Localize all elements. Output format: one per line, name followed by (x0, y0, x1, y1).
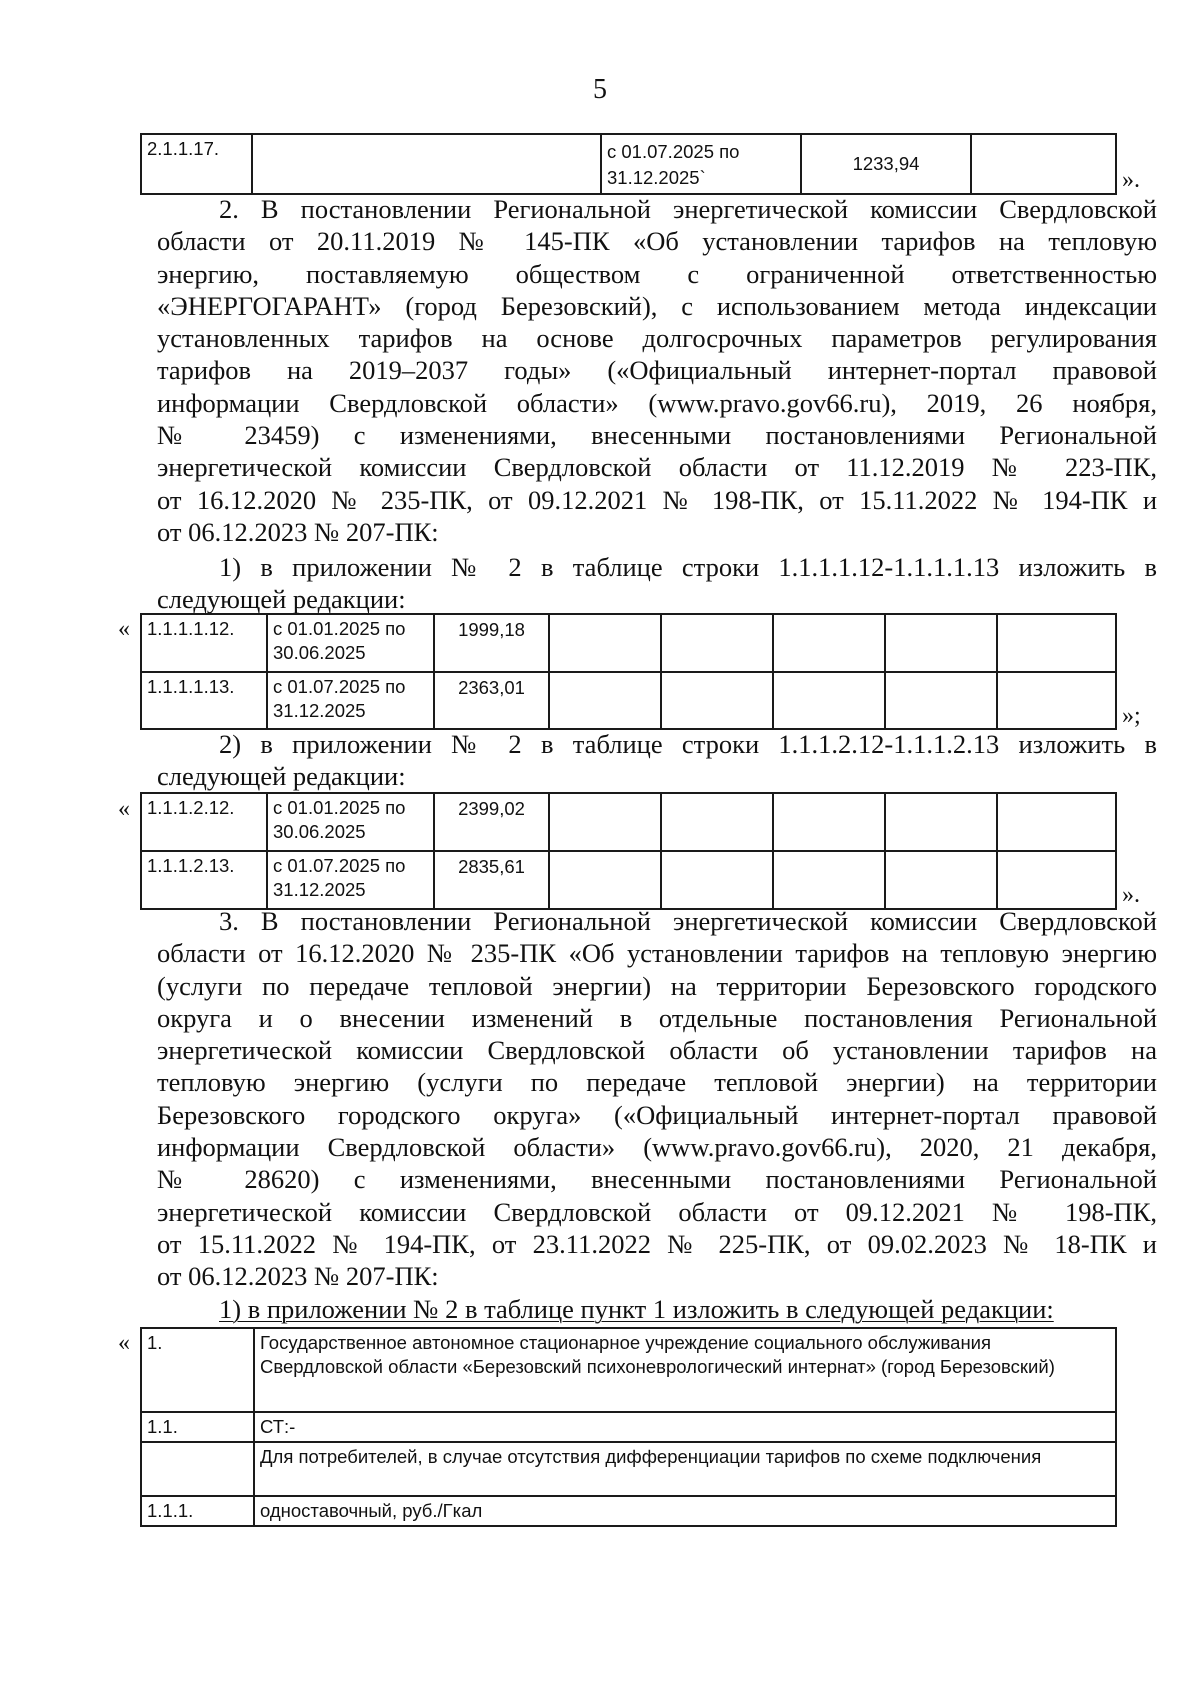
row-value: 1233,94 (801, 134, 971, 194)
row-code: 1.1.1.2.12. (141, 793, 267, 851)
closing-quote: ». (1122, 167, 1140, 193)
row-text: Государственное автономное стационарное учреждение социального обслуживания Свердловской области «Березовский психоневрологический интернат» (город Березовский) (254, 1328, 1116, 1412)
table-tariff-2-1-1-17 (140, 133, 1117, 195)
text-line: от 15.11.2022 № 194-ПК, от 23.11.2022 № 225-ПК, от 09.02.2023 № 18-ПК и (157, 1228, 1157, 1259)
table-row (141, 672, 1116, 729)
section-2-item-1 (157, 551, 1157, 616)
table-row (141, 1328, 1116, 1412)
text-line: от 16.12.2020 № 235-ПК, от 09.12.2021 № 198-ПК, от 15.11.2022 № 194-ПК и (157, 484, 1157, 515)
row-text: Для потребителей, в случае отсутствия дифференциации тарифов по схеме подключения (254, 1442, 1116, 1496)
text-line: от 06.12.2023 № 207-ПК: (157, 1261, 439, 1292)
row-code: 1.1.1. (141, 1496, 254, 1526)
opening-quote: « (118, 616, 130, 642)
table-row (141, 614, 1116, 672)
text-line: 1) в приложении № 2 в таблице строки 1.1.1.1.12-1.1.1.1.13 изложить в (219, 552, 1157, 582)
row-code: 2.1.1.17. (141, 134, 252, 194)
table-row (141, 1412, 1116, 1442)
text-line: 3. В постановлении Региональной энергетической комиссии Свердловской (219, 906, 1157, 936)
opening-quote: « (118, 1330, 130, 1356)
opening-quote: « (118, 796, 130, 822)
section-3-paragraph (157, 905, 1157, 1293)
table-row (141, 1442, 1116, 1496)
row-period: с 01.07.2025 по 31.12.2025 (267, 672, 434, 729)
text-line: энергетической комиссии Свердловской области об установлении тарифов на (157, 1035, 1157, 1066)
text-line: от 06.12.2023 № 207-ПК: (157, 516, 439, 547)
table-row (141, 793, 1116, 851)
text-line: энергию, поставляемую обществом с ограниченной ответственностью (157, 258, 1157, 289)
row-text: одноставочный, руб./Гкал (254, 1496, 1116, 1526)
row-value: 1999,18 (434, 614, 549, 672)
text-line: округа и о внесении изменений в отдельные постановления Региональной (157, 1002, 1157, 1033)
table-tariff-1-1-1-1 (140, 613, 1117, 730)
row-period: с 01.07.2025 по 31.12.2025` (601, 134, 801, 194)
row-period: с 01.07.2025 по 31.12.2025 (267, 851, 434, 909)
empty-cell (971, 134, 1116, 194)
row-period: с 01.01.2025 по 30.06.2025 (267, 614, 434, 672)
text-line: тарифов на 2019–2037 годы» («Официальный интернет-портал правовой (157, 355, 1157, 386)
table-consumer (140, 1327, 1117, 1527)
row-value: 2363,01 (434, 672, 549, 729)
closing-quote: »; (1122, 703, 1141, 729)
text-line: информации Свердловской области» (www.pravo.gov66.ru), 2020, 21 декабря, (157, 1132, 1157, 1163)
row-code: 1. (141, 1328, 254, 1412)
section-2-item-2 (157, 728, 1157, 793)
text-line: «ЭНЕРГОГАРАНТ» (город Березовский), с использованием метода индексации (157, 290, 1157, 321)
text-line: тепловую энергию (услуги по передаче тепловой энергии) на территории (157, 1067, 1157, 1098)
page-number: 5 (593, 74, 607, 105)
closing-quote: ». (1122, 882, 1140, 908)
text-line: информации Свердловской области» (www.pravo.gov66.ru), 2019, 26 ноября, (157, 387, 1157, 418)
empty-cell (252, 134, 601, 194)
text-line: Березовского городского округа» («Официальный интернет-портал правовой (157, 1099, 1157, 1130)
row-period: с 01.01.2025 по 30.06.2025 (267, 793, 434, 851)
text-line: области от 16.12.2020 № 235-ПК «Об установлении тарифов на тепловую энергию (157, 938, 1157, 969)
text-line: 2. В постановлении Региональной энергетической комиссии Свердловской (219, 194, 1157, 224)
table-tariff-1-1-1-2 (140, 792, 1117, 910)
text-line: следующей редакции: (157, 584, 406, 615)
text-line: следующей редакции: (157, 761, 406, 792)
table-row (141, 1496, 1116, 1526)
text-line: 1) в приложении № 2 в таблице пункт 1 изложить в следующей редакции: (219, 1294, 1054, 1324)
section-2-paragraph (157, 193, 1157, 548)
section-3-item-1 (157, 1293, 1157, 1325)
row-text: СТ:- (254, 1412, 1116, 1442)
text-line: 2) в приложении № 2 в таблице строки 1.1.1.2.12-1.1.1.2.13 изложить в (219, 729, 1157, 759)
text-line: энергетической комиссии Свердловской области от 11.12.2019 № 223-ПК, (157, 452, 1157, 483)
table-row (141, 134, 1116, 194)
text-line: № 23459) с изменениями, внесенными постановлениями Региональной (157, 420, 1157, 451)
text-line: установленных тарифов на основе долгосрочных параметров регулирования (157, 323, 1157, 354)
row-code: 1.1.1.2.13. (141, 851, 267, 909)
text-line: энергетической комиссии Свердловской области от 09.12.2021 № 198-ПК, (157, 1196, 1157, 1227)
text-line: (услуги по передаче тепловой энергии) на территории Березовского городского (157, 970, 1157, 1001)
row-code: 1.1.1.1.12. (141, 614, 267, 672)
table-row (141, 851, 1116, 909)
text-line: области от 20.11.2019 № 145-ПК «Об установлении тарифов на тепловую (157, 226, 1157, 257)
row-code (141, 1442, 254, 1496)
row-code: 1.1. (141, 1412, 254, 1442)
row-value: 2399,02 (434, 793, 549, 851)
row-code: 1.1.1.1.13. (141, 672, 267, 729)
text-line: № 28620) с изменениями, внесенными постановлениями Региональной (157, 1164, 1157, 1195)
row-value: 2835,61 (434, 851, 549, 909)
